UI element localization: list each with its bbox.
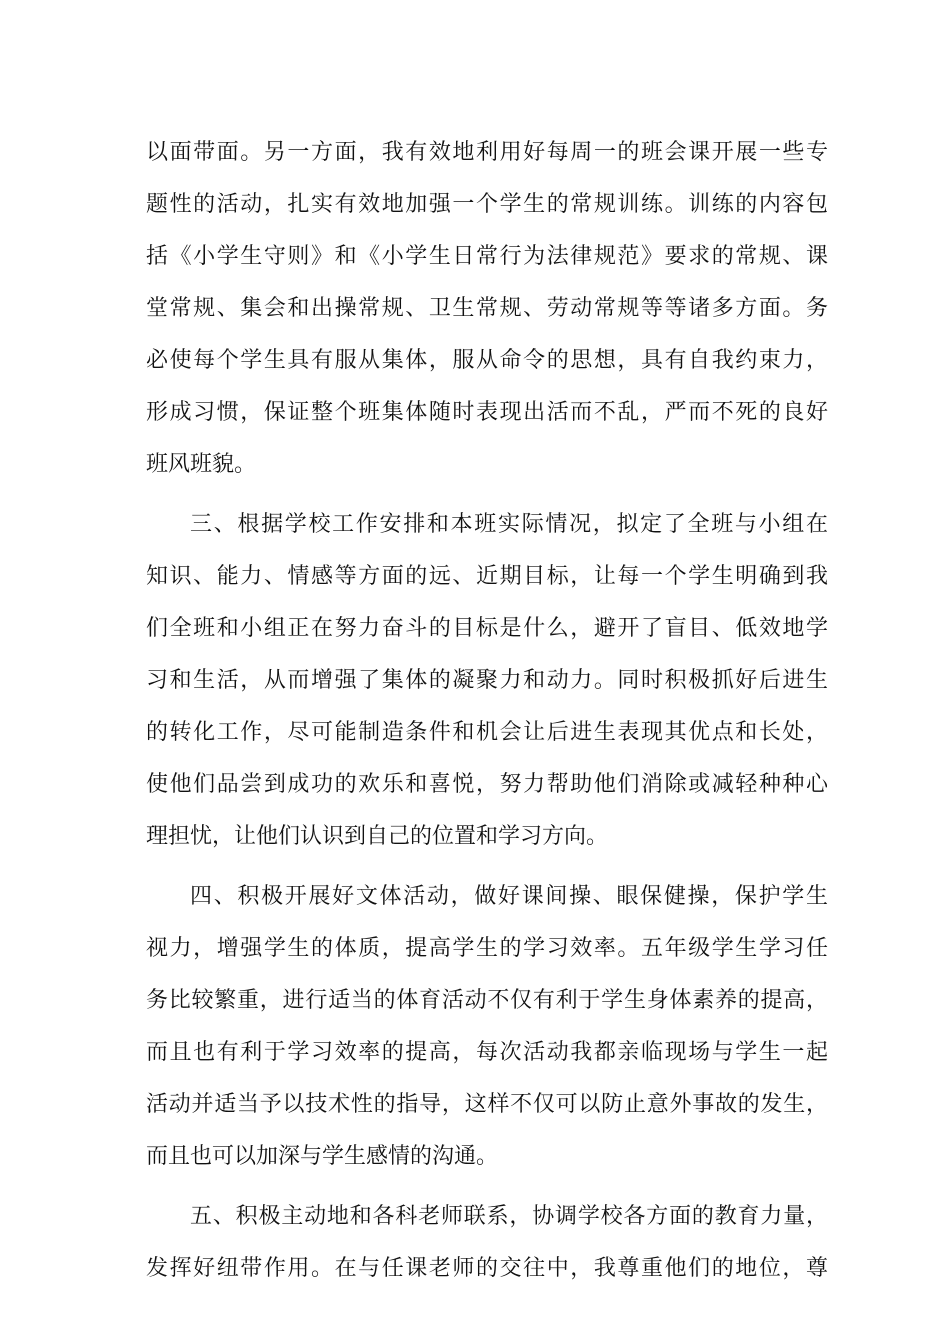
text-line: 的转化工作，尽可能制造条件和机会让后进生表现其优点和长处， xyxy=(146,720,830,745)
text-line: 以面带面。另一方面，我有效地利用好每周一的班会课开展一些专 xyxy=(146,140,830,165)
text-line: 形成习惯，保证整个班集体随时表现出活而不乱，严而不死的良好 xyxy=(146,400,830,425)
paragraph-start-line: 三、根据学校工作安排和本班实际情况，拟定了全班与小组在 xyxy=(190,512,830,537)
text-line: 发挥好纽带作用。在与任课老师的交往中，我尊重他们的地位，尊 xyxy=(146,1256,830,1281)
text-line: 题性的活动，扎实有效地加强一个学生的常规训练。训练的内容包 xyxy=(146,192,830,217)
text-line: 而且也可以加深与学生感情的沟通。 xyxy=(146,1144,499,1169)
paragraph-start-line: 五、积极主动地和各科老师联系，协调学校各方面的教育力量， xyxy=(190,1204,829,1229)
text-line: 括《小学生守则》和《小学生日常行为法律规范》要求的常规、课 xyxy=(146,244,830,269)
text-line: 习和生活，从而增强了集体的凝聚力和动力。同时积极抓好后进生 xyxy=(146,668,830,693)
paragraph-start-line: 四、积极开展好文体活动，做好课间操、眼保健操，保护学生 xyxy=(190,884,830,909)
text-line: 活动并适当予以技术性的指导，这样不仅可以防止意外事故的发生， xyxy=(146,1092,829,1117)
text-line: 知识、能力、情感等方面的远、近期目标，让每一个学生明确到我 xyxy=(146,564,830,589)
text-line: 使他们品尝到成功的欢乐和喜悦，努力帮助他们消除或减轻种种心 xyxy=(146,772,830,797)
text-line: 视力，增强学生的体质，提高学生的学习效率。五年级学生学习任 xyxy=(146,936,830,961)
text-line: 务比较繁重，进行适当的体育活动不仅有利于学生身体素养的提高， xyxy=(146,988,829,1013)
text-line: 而且也有利于学习效率的提高，每次活动我都亲临现场与学生一起 xyxy=(146,1040,830,1065)
text-line: 们全班和小组正在努力奋斗的目标是什么，避开了盲目、低效地学 xyxy=(146,616,830,641)
text-line: 必使每个学生具有服从集体，服从命令的思想，具有自我约束力， xyxy=(146,348,830,373)
text-line: 理担忧，让他们认识到自己的位置和学习方向。 xyxy=(146,824,609,849)
text-line: 班风班貌。 xyxy=(146,452,257,477)
text-line: 堂常规、集会和出操常规、卫生常规、劳动常规等等诸多方面。务 xyxy=(146,296,830,321)
